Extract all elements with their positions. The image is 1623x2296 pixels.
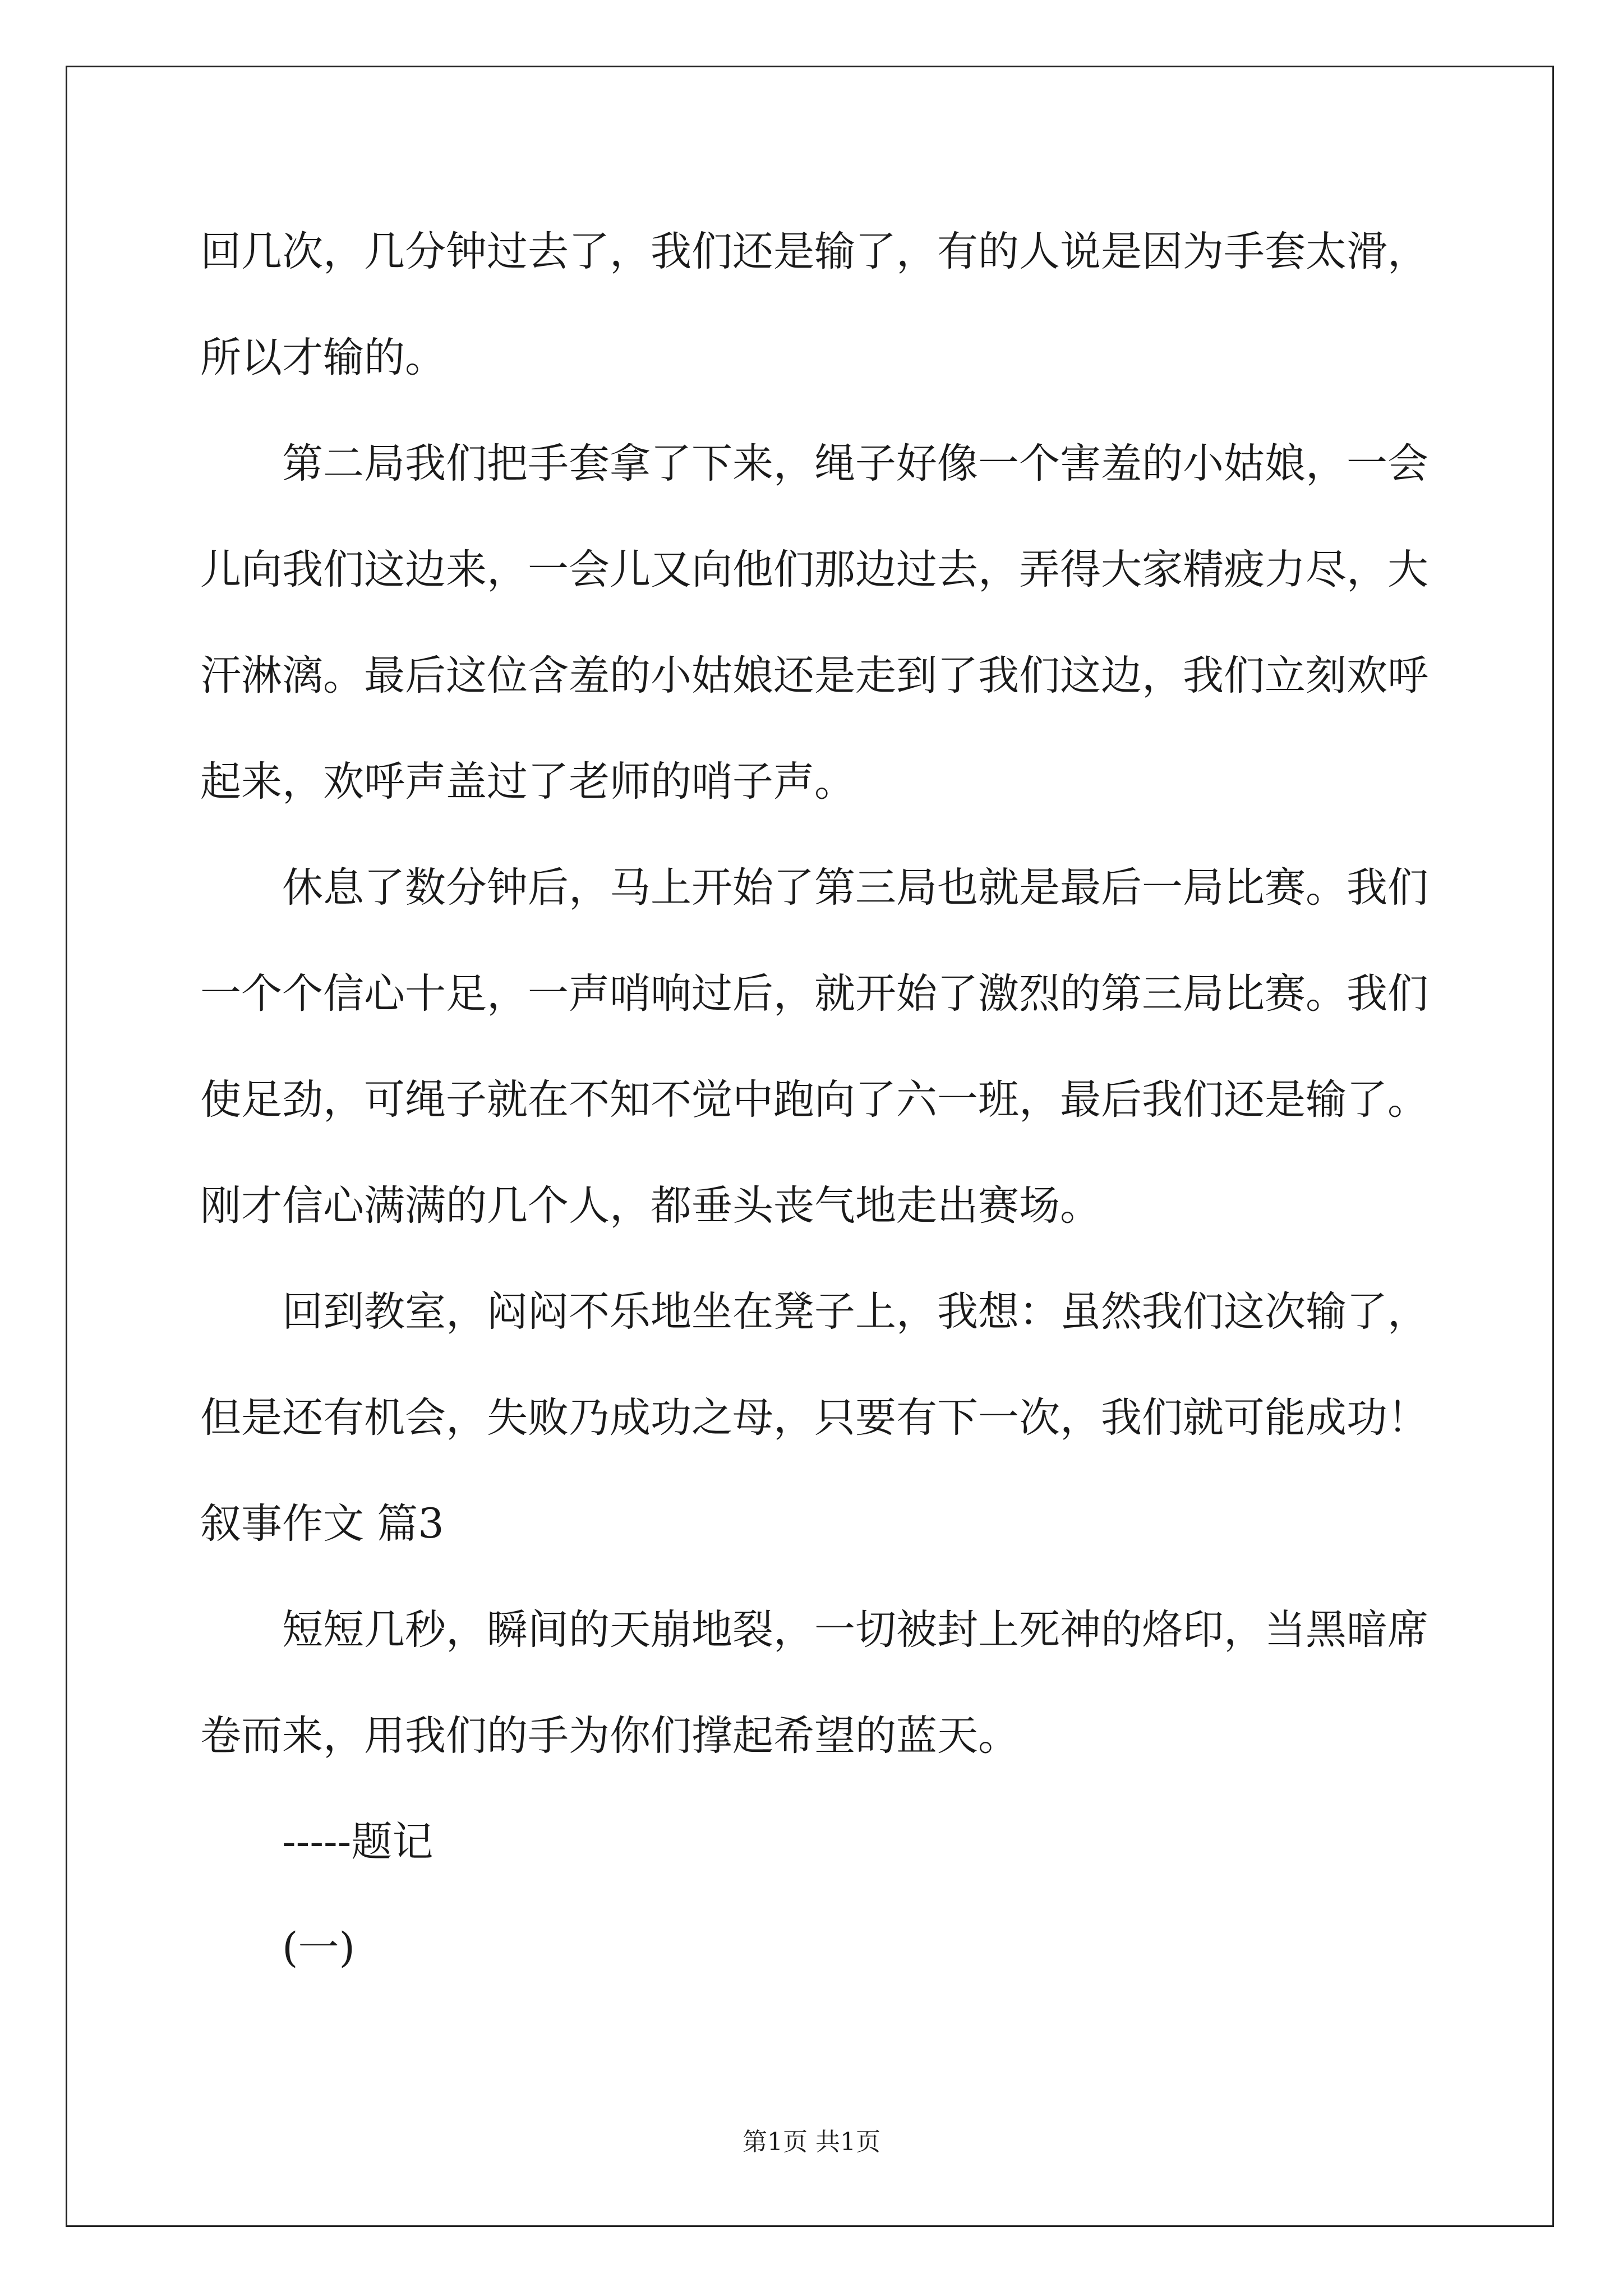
paragraph [200,835,1468,1259]
paragraph-line: 使足劲，可绳子就在不知不觉中跑向了六一班，最后我们还是输了。 [200,1076,1428,1124]
section-heading: 叙事作文 篇3 [200,1500,444,1548]
page-number-footer: 第1页 共1页 [743,2128,880,2156]
paragraph-line: 第二局我们把手套拿了下来，绳子好像一个害羞的小姑娘，一会 [282,440,1428,487]
paragraph-line: (一) [282,1924,355,1972]
paragraph-line: 休息了数分钟后，马上开始了第三局也就是最后一局比赛。我们 [282,864,1428,912]
paragraph-line: 但是还有机会，失败乃成功之母，只要有下一次，我们就可能成功！ [200,1394,1428,1442]
paragraph-line: 儿向我们这边来，一会儿又向他们那边过去，弄得大家精疲力尽，大 [200,546,1428,593]
paragraph-line: -----题记 [282,1818,434,1866]
paragraph [200,1577,1468,1789]
paragraph-line: 短短几秒，瞬间的天崩地裂，一切被封上死神的烙印，当黑暗席 [282,1606,1428,1654]
epigraph-attribution [200,1789,1468,1895]
paragraph [200,199,1468,411]
paragraph [200,411,1468,835]
paragraph-line: 所以才输的。 [200,334,446,381]
subsection-marker [200,1895,1468,2001]
paragraph [200,1259,1468,1471]
paragraph-line: 刚才信心满满的几个人，都垂头丧气地走出赛场。 [200,1182,1101,1230]
paragraph-line: 回几次，几分钟过去了，我们还是输了，有的人说是因为手套太滑， [200,228,1428,275]
paragraph-line: 汗淋漓。最后这位含羞的小姑娘还是走到了我们这边，我们立刻欢呼 [200,652,1428,700]
paragraph-line: 起来，欢呼声盖过了老师的哨子声。 [200,758,855,806]
paragraph-line: 一个个信心十足，一声哨响过后，就开始了激烈的第三局比赛。我们 [200,970,1428,1018]
paragraph-line: 卷而来，用我们的手为你们撑起希望的蓝天。 [200,1712,1019,1760]
paragraph-line: 回到教室，闷闷不乐地坐在凳子上，我想：虽然我们这次输了， [282,1288,1428,1336]
document-body [200,199,1468,2001]
